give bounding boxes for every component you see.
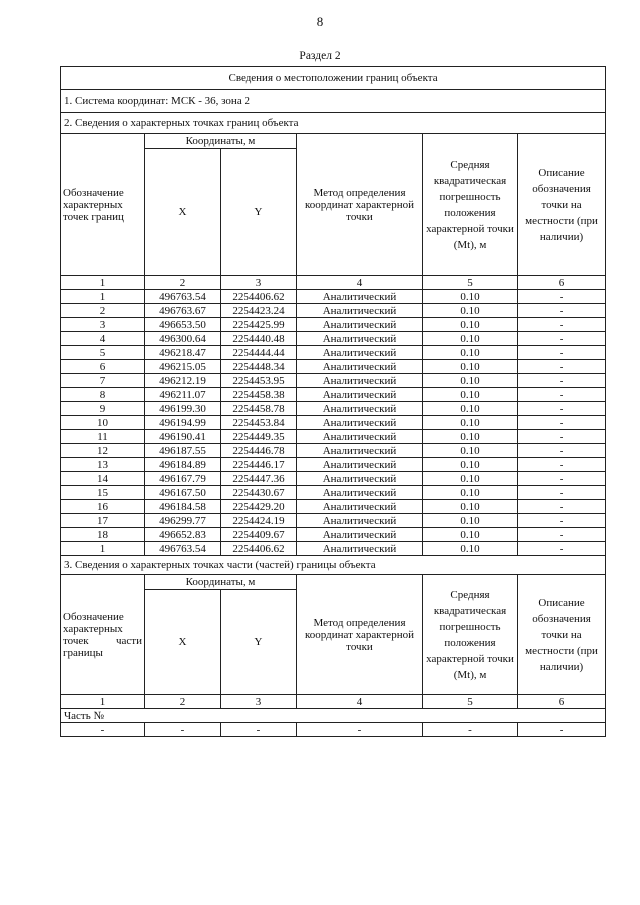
x-coord-cell: 496212.19 (145, 374, 221, 388)
y-coord-cell: 2254409.67 (221, 528, 297, 542)
error-cell: 0.10 (423, 388, 518, 402)
point-id-cell: - (61, 723, 145, 737)
description-cell: - (518, 304, 606, 318)
table-row (61, 472, 606, 486)
column-number: 2 (145, 695, 221, 709)
method-cell: Аналитический (297, 514, 423, 528)
method-cell: - (297, 723, 423, 737)
y-coord-cell: 2254453.95 (221, 374, 297, 388)
column-number: 3 (221, 276, 297, 290)
table-row (61, 444, 606, 458)
y-coord-cell: 2254453.84 (221, 416, 297, 430)
x-coord-cell: 496167.50 (145, 486, 221, 500)
table-row (61, 542, 606, 556)
description-cell: - (518, 542, 606, 556)
point-id-cell: 15 (61, 486, 145, 500)
parts-header-method: Метод определения координат характерной точки (297, 575, 423, 695)
y-coord-cell: 2254446.17 (221, 458, 297, 472)
description-cell: - (518, 500, 606, 514)
column-number: 1 (61, 276, 145, 290)
table-row (61, 304, 606, 318)
point-id-cell: 18 (61, 528, 145, 542)
error-cell: 0.10 (423, 360, 518, 374)
error-cell: 0.10 (423, 472, 518, 486)
x-coord-cell: 496653.50 (145, 318, 221, 332)
x-coord-cell: 496190.41 (145, 430, 221, 444)
table-row (61, 500, 606, 514)
error-cell: - (423, 723, 518, 737)
description-cell: - (518, 444, 606, 458)
y-coord-cell: 2254447.36 (221, 472, 297, 486)
x-coord-cell: 496215.05 (145, 360, 221, 374)
error-cell: 0.10 (423, 374, 518, 388)
points-heading: 2. Сведения о характерных точках границ объекта (61, 113, 606, 134)
error-cell: 0.10 (423, 444, 518, 458)
description-cell: - (518, 430, 606, 444)
method-cell: Аналитический (297, 416, 423, 430)
parts-header-x: X (145, 590, 221, 695)
x-coord-cell: 496763.54 (145, 542, 221, 556)
method-cell: Аналитический (297, 402, 423, 416)
table-row (61, 290, 606, 304)
header-y: Y (221, 149, 297, 276)
page-number: 8 (316, 14, 324, 29)
method-cell: Аналитический (297, 430, 423, 444)
column-number: 4 (297, 276, 423, 290)
point-id-cell: 7 (61, 374, 145, 388)
y-coord-cell: 2254458.78 (221, 402, 297, 416)
error-cell: 0.10 (423, 332, 518, 346)
parts-header-error: Средняя квадратическая погрешность положения характерной точки (Mt), м (423, 575, 518, 695)
y-coord-cell: 2254444.44 (221, 346, 297, 360)
x-coord-cell: 496184.89 (145, 458, 221, 472)
table-row (61, 360, 606, 374)
header-x: X (145, 149, 221, 276)
column-number: 2 (145, 276, 221, 290)
y-coord-cell: 2254458.38 (221, 388, 297, 402)
description-cell: - (518, 318, 606, 332)
table-row (61, 458, 606, 472)
method-cell: Аналитический (297, 304, 423, 318)
x-coord-cell: 496300.64 (145, 332, 221, 346)
table-row (61, 486, 606, 500)
error-cell: 0.10 (423, 528, 518, 542)
x-coord-cell: 496652.83 (145, 528, 221, 542)
header-designation: Обозначение характерных точек границ (61, 134, 145, 276)
y-coord-cell: 2254449.35 (221, 430, 297, 444)
y-coord-cell: 2254423.24 (221, 304, 297, 318)
y-coord-cell: 2254430.67 (221, 486, 297, 500)
x-coord-cell: 496199.30 (145, 402, 221, 416)
x-coord-cell: 496218.47 (145, 346, 221, 360)
column-numbers-row (61, 276, 606, 290)
table-row (61, 374, 606, 388)
boundary-table (60, 66, 606, 737)
error-cell: 0.10 (423, 486, 518, 500)
column-number: 5 (423, 695, 518, 709)
method-cell: Аналитический (297, 486, 423, 500)
description-cell: - (518, 332, 606, 346)
point-id-cell: 10 (61, 416, 145, 430)
column-number: 5 (423, 276, 518, 290)
method-cell: Аналитический (297, 458, 423, 472)
error-cell: 0.10 (423, 500, 518, 514)
description-cell: - (518, 723, 606, 737)
error-cell: 0.10 (423, 514, 518, 528)
column-number: 4 (297, 695, 423, 709)
method-cell: Аналитический (297, 528, 423, 542)
description-cell: - (518, 472, 606, 486)
table-title: Сведения о местоположении границ объекта (61, 67, 606, 90)
point-id-cell: 6 (61, 360, 145, 374)
point-id-cell: 5 (61, 346, 145, 360)
parts-header-description: Описание обозначения точки на местности (при наличии) (518, 575, 606, 695)
coord-system-line: 1. Система координат: МСК - 36, зона 2 (61, 90, 606, 113)
method-cell: Аналитический (297, 542, 423, 556)
table-row (61, 402, 606, 416)
point-id-cell: 4 (61, 332, 145, 346)
y-coord-cell: 2254406.62 (221, 542, 297, 556)
x-coord-cell: 496184.58 (145, 500, 221, 514)
y-coord-cell: - (221, 723, 297, 737)
part-label: Часть № (61, 709, 606, 723)
method-cell: Аналитический (297, 472, 423, 486)
method-cell: Аналитический (297, 332, 423, 346)
error-cell: 0.10 (423, 290, 518, 304)
section-label: Раздел 2 (299, 50, 341, 62)
x-coord-cell: 496763.54 (145, 290, 221, 304)
parts-header-designation: Обозначение характерных точек части границы (61, 575, 145, 695)
x-coord-cell: 496187.55 (145, 444, 221, 458)
y-coord-cell: 2254440.48 (221, 332, 297, 346)
y-coord-cell: 2254429.20 (221, 500, 297, 514)
header-method: Метод определения координат характерной точки (297, 134, 423, 276)
error-cell: 0.10 (423, 304, 518, 318)
x-coord-cell: 496194.99 (145, 416, 221, 430)
description-cell: - (518, 486, 606, 500)
table-row (61, 332, 606, 346)
description-cell: - (518, 402, 606, 416)
description-cell: - (518, 388, 606, 402)
y-coord-cell: 2254425.99 (221, 318, 297, 332)
method-cell: Аналитический (297, 500, 423, 514)
x-coord-cell: 496211.07 (145, 388, 221, 402)
point-id-cell: 3 (61, 318, 145, 332)
y-coord-cell: 2254424.19 (221, 514, 297, 528)
error-cell: 0.10 (423, 458, 518, 472)
header-error: Средняя квадратическая погрешность положения характерной точки (Mt), м (423, 134, 518, 276)
description-cell: - (518, 290, 606, 304)
parts-header-y: Y (221, 590, 297, 695)
column-number: 6 (518, 695, 606, 709)
description-cell: - (518, 416, 606, 430)
point-id-cell: 13 (61, 458, 145, 472)
point-id-cell: 16 (61, 500, 145, 514)
description-cell: - (518, 374, 606, 388)
description-cell: - (518, 346, 606, 360)
column-number: 1 (61, 695, 145, 709)
column-number: 6 (518, 276, 606, 290)
table-row (61, 388, 606, 402)
y-coord-cell: 2254446.78 (221, 444, 297, 458)
error-cell: 0.10 (423, 542, 518, 556)
table-row (61, 318, 606, 332)
y-coord-cell: 2254406.62 (221, 290, 297, 304)
point-id-cell: 12 (61, 444, 145, 458)
point-id-cell: 1 (61, 542, 145, 556)
x-coord-cell: 496167.79 (145, 472, 221, 486)
table-row (61, 528, 606, 542)
parts-header-coordinates: Координаты, м (145, 575, 297, 590)
method-cell: Аналитический (297, 444, 423, 458)
parts-table-row (61, 723, 606, 737)
error-cell: 0.10 (423, 430, 518, 444)
point-id-cell: 8 (61, 388, 145, 402)
y-coord-cell: 2254448.34 (221, 360, 297, 374)
description-cell: - (518, 458, 606, 472)
table-row (61, 430, 606, 444)
column-number: 3 (221, 695, 297, 709)
point-id-cell: 1 (61, 290, 145, 304)
description-cell: - (518, 360, 606, 374)
table-row (61, 416, 606, 430)
table-row (61, 514, 606, 528)
method-cell: Аналитический (297, 360, 423, 374)
parts-heading: 3. Сведения о характерных точках части (частей) границы объекта (61, 556, 606, 575)
error-cell: 0.10 (423, 402, 518, 416)
header-description: Описание обозначения точки на местности (при наличии) (518, 134, 606, 276)
method-cell: Аналитический (297, 374, 423, 388)
error-cell: 0.10 (423, 416, 518, 430)
method-cell: Аналитический (297, 318, 423, 332)
header-coordinates: Координаты, м (145, 134, 297, 149)
description-cell: - (518, 528, 606, 542)
method-cell: Аналитический (297, 346, 423, 360)
method-cell: Аналитический (297, 290, 423, 304)
method-cell: Аналитический (297, 388, 423, 402)
x-coord-cell: - (145, 723, 221, 737)
x-coord-cell: 496763.67 (145, 304, 221, 318)
x-coord-cell: 496299.77 (145, 514, 221, 528)
point-id-cell: 9 (61, 402, 145, 416)
point-id-cell: 17 (61, 514, 145, 528)
error-cell: 0.10 (423, 346, 518, 360)
parts-column-numbers-row (61, 695, 606, 709)
point-id-cell: 14 (61, 472, 145, 486)
table-row (61, 346, 606, 360)
point-id-cell: 11 (61, 430, 145, 444)
point-id-cell: 2 (61, 304, 145, 318)
error-cell: 0.10 (423, 318, 518, 332)
description-cell: - (518, 514, 606, 528)
